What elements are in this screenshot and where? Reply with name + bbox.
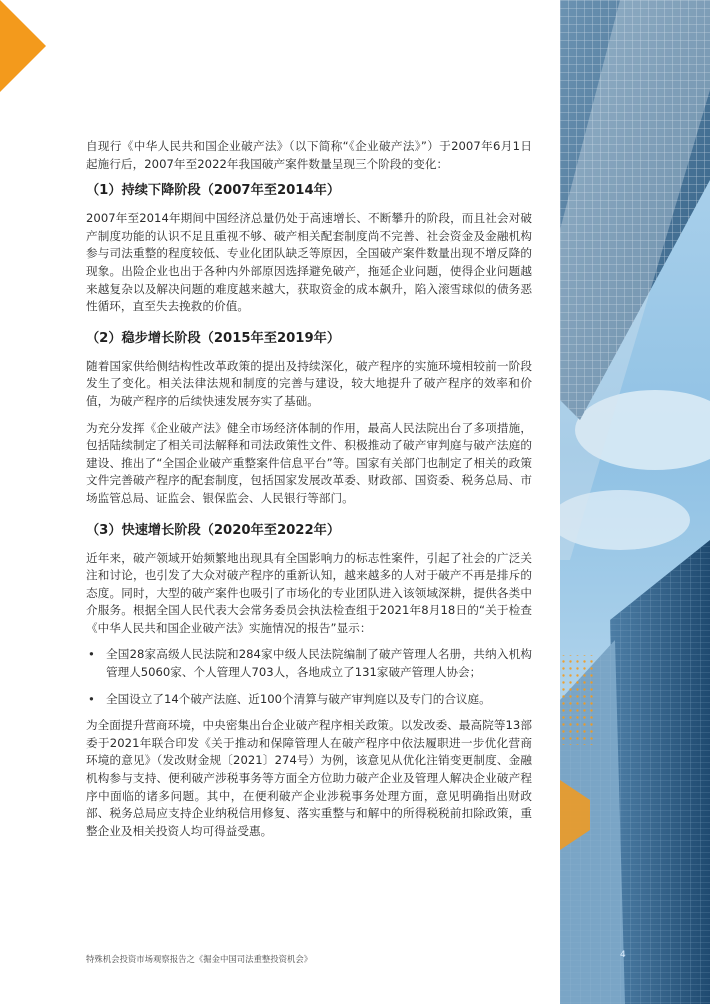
section-2-paragraph-1: 随着国家供给侧结构性改革政策的提出及持续深化，破产程序的实施环境相较前一阶段发生了变化。相关法律法规和制度的完善与建设，较大地提升了破产程序的效率和价值，为破产程序的后续快速发展夯实了基础。 bbox=[86, 358, 532, 408]
bullet-item: • 全国28家高级人民法院和284家中级人民法院编制了破产管理人名册，共纳入机构管理人5060家、个人管理人703人，各地成立了131家破产管理人协会； bbox=[86, 646, 532, 681]
section-3-paragraph-1: 近年来，破产领域开始频繁地出现具有全国影响力的标志性案件，引起了社会的广泛关注和讨论，也引发了大众对破产程序的重新认知，越来越多的人对于破产不再是排斥的态度。同时，大型的破产案件也吸引了市场化的专业团队进入该领域深耕，提供各类中介服务。根据全国人民代表大会常务委员会执法检查组于2021年8月18日的“关于检查《中华人民共和国企业破产法》实施情况的报告”显示： bbox=[86, 550, 532, 635]
skyscraper-photo bbox=[560, 0, 710, 1004]
page-number: 4 bbox=[620, 950, 626, 960]
section-3-closing-paragraph: 为全面提升营商环境，中央密集出台企业破产程序相关政策。以发改委、最高院等13部委于2021年联合印发《关于推动和保障管理人在破产程序中依法履职进一步优化营商环境的意见》（发改财金规〔2021〕274号）为例，该意见从优化注销变更制度、金融机构参与支持、便利破产涉税事务等方面全方位助力破产企业及管理人解决企业破产程序中面临的诸多问题。其中，在便利破产企业涉税事务处理方面，意见明确指出财政部、税务总局应支持企业纳税信用修复、落实重整与和解中的所得税税前扣除政策，重整企业及相关投资人均可得益受惠。 bbox=[86, 718, 532, 838]
section-1-paragraph-1: 2007年至2014年期间中国经济总量仍处于高速增长、不断攀升的阶段，而且社会对破产制度功能的认识不足且重视不够、破产相关配套制度尚不完善、社会资金及金融机构参与司法重整的程度较低、专业化团队缺乏等原因，全国破产案件数量出现不增反降的现象。出险企业也出于各种内外部原因选择避免破产，拖延企业问题，使得企业问题越来越复杂以及解决问题的难度越来越大，获取资金的成本飙升，陷入滚雪球似的债务恶性循环，直至失去挽救的价值。 bbox=[86, 211, 532, 314]
bullet-item: • 全国设立了14个破产法庭、近100个清算与破产审判庭以及专门的合议庭。 bbox=[86, 691, 532, 709]
intro-paragraph: 自现行《中华人民共和国企业破产法》（以下简称“《企业破产法》”）于2007年6月1日起施行后，2007年至2022年我国破产案件数量呈现三个阶段的变化： bbox=[86, 139, 532, 171]
section-2-paragraph-2: 为充分发挥《企业破产法》健全市场经济体制的作用，最高人民法院出台了多项措施，包括陆续制定了相关司法解释和司法政策性文件、积极推动了破产审判庭与破产法庭的建设、推出了“全国企业破产重整案件信息平台”等。国家有关部门也制定了相关的政策文件完善破产程序的配套制度，包括国家发展改革委、财政部、国资委、税务总局、市场监管总局、证监会、银保监会、人民银行等部门。 bbox=[86, 420, 532, 505]
bullet-list bbox=[86, 646, 532, 708]
skyscraper-photo-illustration bbox=[560, 0, 710, 1004]
section-heading-1: （1）持续下降阶段（2007年至2014年） bbox=[86, 183, 341, 199]
orange-corner-triangle bbox=[0, 0, 46, 92]
footer-report-title: 特殊机会投资市场观察报告之《掘金中国司法重整投资机会》 bbox=[86, 954, 313, 964]
article-body bbox=[86, 138, 532, 849]
section-heading-3: （3）快速增长阶段（2020年至2022年） bbox=[86, 522, 341, 538]
section-heading-2: （2）稳步增长阶段（2015年至2019年） bbox=[86, 330, 341, 346]
